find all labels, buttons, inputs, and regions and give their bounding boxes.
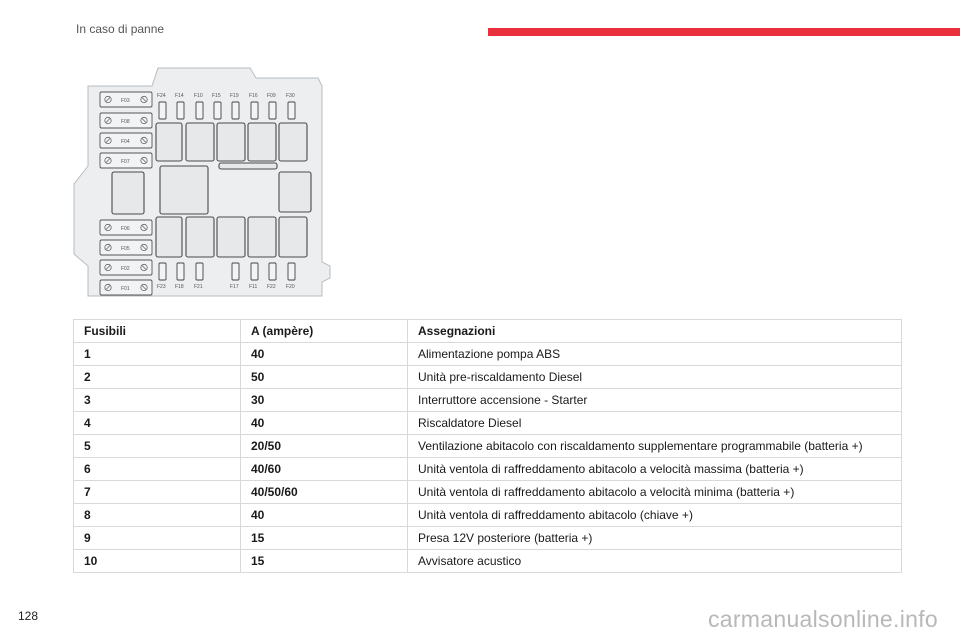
mini-fuse-body	[269, 263, 276, 280]
maxi-fuse	[100, 280, 152, 295]
fuse-assignment: Ventilazione abitacolo con riscaldamento supplementare programmabile (batteria +)	[408, 435, 902, 458]
fuse-assignment: Unità ventola di raffreddamento abitacolo a velocità massima (batteria +)	[408, 458, 902, 481]
fuse-amperage: 15	[241, 527, 408, 550]
mini-fuse-body	[251, 263, 258, 280]
fuse-label: F18	[175, 284, 184, 290]
fuse-assignment: Riscaldatore Diesel	[408, 412, 902, 435]
watermark: carmanualsonline.info	[707, 606, 938, 632]
maxi-fuse	[100, 260, 152, 275]
relay	[248, 123, 276, 161]
fuse-assignment: Alimentazione pompa ABS	[408, 343, 902, 366]
fuse-number: 5	[74, 435, 241, 458]
mini-fuse-body	[196, 263, 203, 280]
fuse-assignment: Unità ventola di raffreddamento abitacolo a velocità minima (batteria +)	[408, 481, 902, 504]
column-header-assignments: Assegnazioni	[408, 320, 902, 343]
fuse-label: F06	[121, 226, 130, 232]
relay	[217, 123, 245, 161]
fuse-amperage: 50	[241, 366, 408, 389]
table-row	[74, 366, 902, 389]
column-header-amperes: A (ampère)	[241, 320, 408, 343]
fuse-amperage: 15	[241, 550, 408, 573]
table-row	[74, 504, 902, 527]
fuse-assignment: Avvisatore acustico	[408, 550, 902, 573]
table-row	[74, 343, 902, 366]
fuse-amperage: 20/50	[241, 435, 408, 458]
fuse-amperage: 40	[241, 343, 408, 366]
fuse-label: F10	[194, 93, 203, 99]
fuse-amperage: 40/60	[241, 458, 408, 481]
fuse-label: F21	[194, 284, 203, 290]
table-row	[74, 481, 902, 504]
header-accent-bar	[488, 28, 960, 36]
fuse-number: 8	[74, 504, 241, 527]
fuse-box-diagram	[72, 66, 334, 300]
maxi-fuse	[100, 220, 152, 235]
fuse-number: 1	[74, 343, 241, 366]
maxi-fuse	[100, 133, 152, 148]
mini-fuse-body	[177, 102, 184, 119]
fuse-number: 7	[74, 481, 241, 504]
relay	[279, 123, 307, 161]
fuse-label: F01	[121, 286, 130, 292]
fuse-label: F09	[267, 93, 276, 99]
relay	[248, 217, 276, 257]
relay	[112, 172, 144, 214]
maxi-fuse	[100, 153, 152, 168]
fuse-amperage: 30	[241, 389, 408, 412]
table-row	[74, 527, 902, 550]
mini-fuse-body	[196, 102, 203, 119]
fuse-number: 6	[74, 458, 241, 481]
column-header-fuses: Fusibili	[74, 320, 241, 343]
table-row	[74, 458, 902, 481]
page-number: 128	[18, 609, 39, 623]
mini-fuse-body	[159, 102, 166, 119]
fuse-label: F16	[249, 93, 258, 99]
fuse-label: F22	[267, 284, 276, 290]
relay	[219, 163, 277, 169]
relay	[156, 217, 182, 257]
relay	[186, 123, 214, 161]
relay	[160, 166, 208, 214]
table-row	[74, 550, 902, 573]
fuse-label: F14	[175, 93, 184, 99]
fuse-label: F23	[157, 284, 166, 290]
fuse-label: F20	[286, 284, 295, 290]
fuse-amperage: 40/50/60	[241, 481, 408, 504]
fuse-label: F02	[121, 266, 130, 272]
fuse-amperage: 40	[241, 412, 408, 435]
mini-fuse-body	[232, 102, 239, 119]
fuse-label: F19	[230, 93, 239, 99]
fuse-label: F03	[121, 98, 130, 104]
fuse-label: F24	[157, 93, 166, 99]
mini-fuse-body	[159, 263, 166, 280]
relay	[217, 217, 245, 257]
fuse-label: F05	[121, 246, 130, 252]
fuse-number: 9	[74, 527, 241, 550]
fuse-table	[73, 319, 902, 573]
fuse-number: 4	[74, 412, 241, 435]
fuse-assignment: Unità pre-riscaldamento Diesel	[408, 366, 902, 389]
mini-fuse-body	[269, 102, 276, 119]
fuse-number: 10	[74, 550, 241, 573]
fuse-label: F07	[121, 159, 130, 165]
mini-fuse-body	[232, 263, 239, 280]
mini-fuse-body	[288, 263, 295, 280]
table-row	[74, 435, 902, 458]
maxi-fuse	[100, 113, 152, 128]
fuse-label: F04	[121, 139, 130, 145]
fuse-assignment: Interruttore accensione - Starter	[408, 389, 902, 412]
maxi-fuse	[100, 92, 152, 107]
fuse-number: 2	[74, 366, 241, 389]
fuse-assignment: Unità ventola di raffreddamento abitacolo (chiave +)	[408, 504, 902, 527]
fuse-label: F08	[121, 119, 130, 125]
fuse-amperage: 40	[241, 504, 408, 527]
relay	[186, 217, 214, 257]
mini-fuse-body	[177, 263, 184, 280]
fuse-label: F15	[212, 93, 221, 99]
relay	[279, 172, 311, 212]
relay	[279, 217, 307, 257]
fuse-number: 3	[74, 389, 241, 412]
table-header-row	[74, 320, 902, 343]
mini-fuse-body	[214, 102, 221, 119]
fuse-label: F11	[249, 284, 258, 290]
fuse-label: F30	[286, 93, 295, 99]
maxi-fuse	[100, 240, 152, 255]
mini-fuse-body	[288, 102, 295, 119]
relay	[156, 123, 182, 161]
section-title: In caso di panne	[76, 22, 165, 36]
fuse-assignment: Presa 12V posteriore (batteria +)	[408, 527, 902, 550]
table-row	[74, 412, 902, 435]
fuse-label: F17	[230, 284, 239, 290]
mini-fuse-body	[251, 102, 258, 119]
table-row	[74, 389, 902, 412]
